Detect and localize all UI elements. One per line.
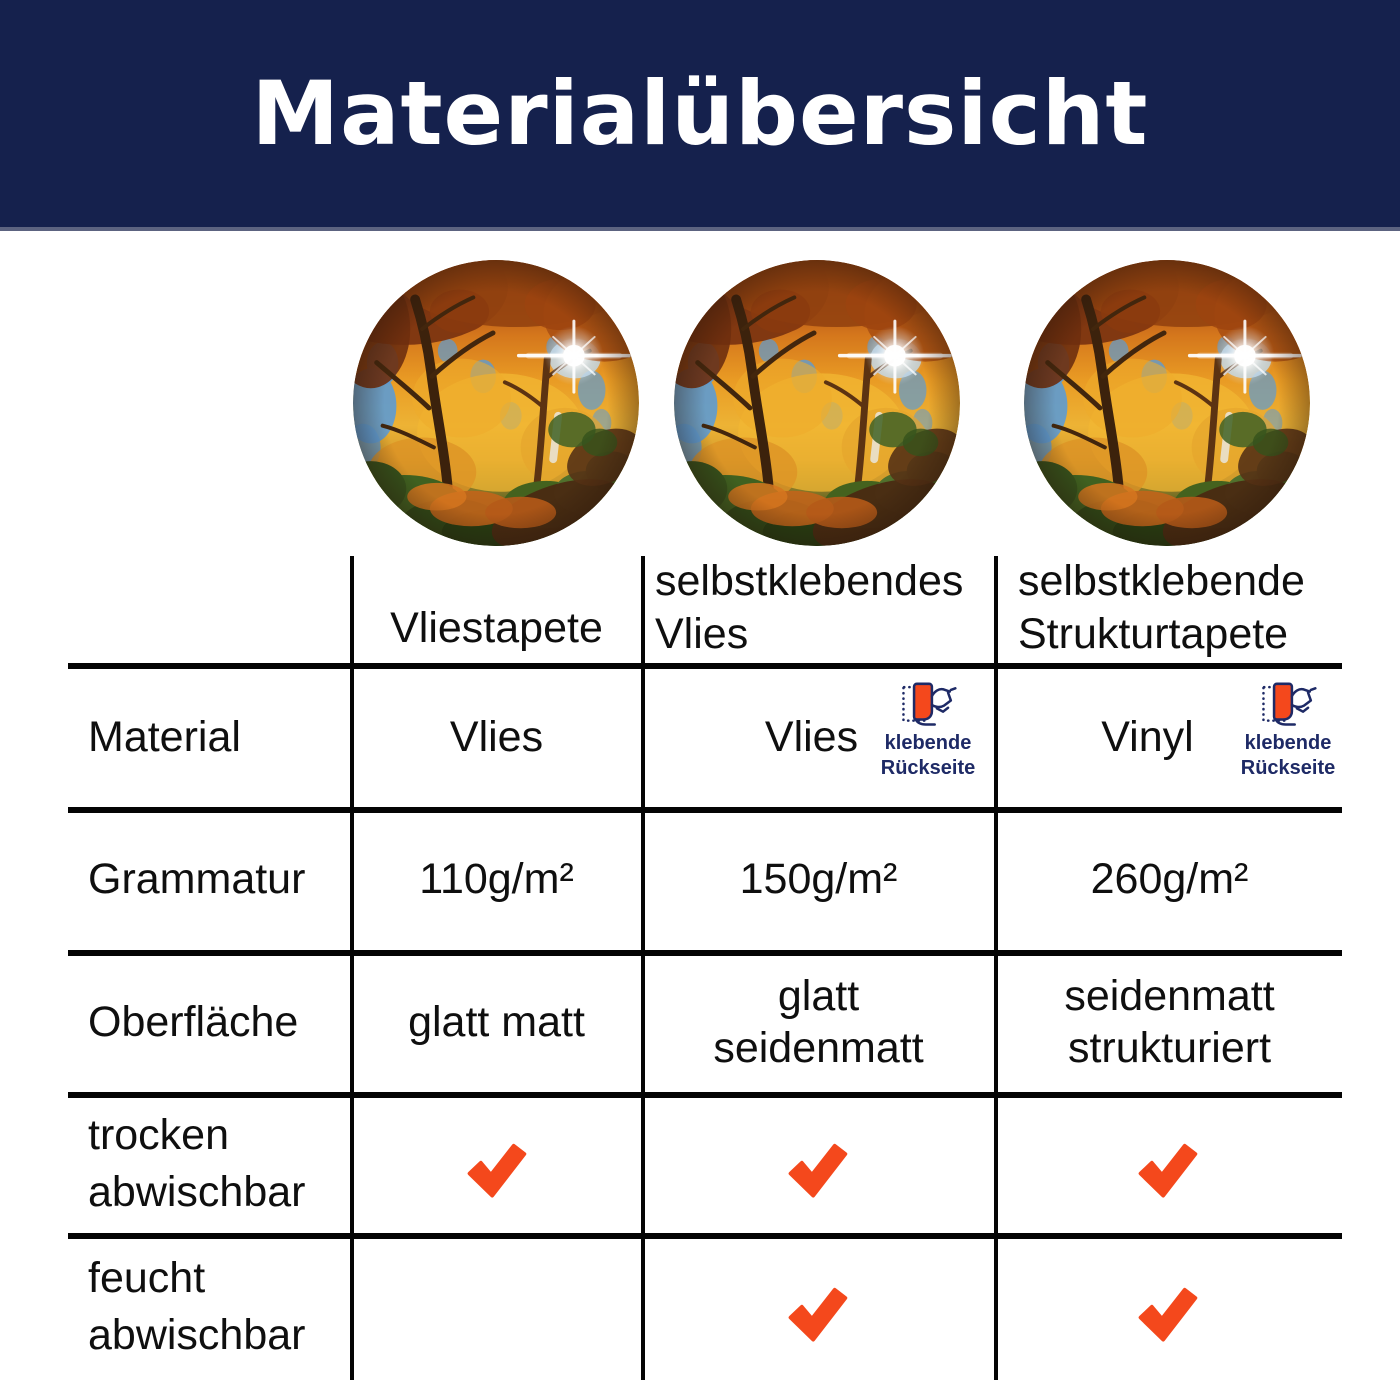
column-header-selbstklebendes-vlies: selbstklebendes Vlies [655,557,964,658]
cell-material-col1: Vlies [449,713,544,761]
cell-grammatur-col3: 260g/m² [1090,855,1249,903]
cell-oberflaeche-col2: glatt seidenmatt [713,971,924,1072]
adhesive-backside-label: klebende [1244,732,1332,754]
product-image-selbstklebende-strukturtapete [1024,260,1310,546]
cell-material-col3: Vinyl [1101,713,1194,761]
row-label-grammatur: Grammatur [88,855,306,903]
cell-grammatur-col1: 110g/m² [419,855,574,903]
column-header-vliestapete: Vliestapete [390,604,603,652]
cell-oberflaeche-col3: seidenmatt strukturiert [1064,971,1275,1072]
row-label-trocken-abwischbar: trocken abwischbar [88,1110,306,1216]
row-label-oberflaeche: Oberfläche [88,997,299,1046]
check-icon-trocken-col3 [1134,1142,1200,1200]
row-label-material: Material [88,713,241,761]
check-icon-trocken-col2 [784,1142,850,1200]
adhesive-backside-label: Rückseite [1240,757,1336,779]
adhesive-backside-badge-col3 [1236,679,1340,781]
grid-line-h5 [68,1233,1342,1239]
grid-line-h4 [68,1092,1342,1098]
adhesive-backside-icon [1259,679,1317,731]
cell-oberflaeche-col1: glatt matt [408,997,585,1046]
adhesive-backside-label: klebende [884,732,972,754]
cell-material-col2: Vlies [764,713,859,761]
row-label-feucht-abwischbar: feucht abwischbar [88,1254,306,1359]
cell-grammatur-col2: 150g/m² [739,855,898,903]
page-title: Materialübersicht [251,62,1149,165]
check-icon-trocken-col1 [463,1142,529,1200]
product-image-selbstklebendes-vlies [674,260,960,546]
product-image-vliestapete [353,260,639,546]
check-icon-feucht-col2 [784,1286,850,1344]
column-header-selbstklebende-strukturtapete: selbstklebende Strukturtapete [1018,557,1305,658]
header-banner [0,0,1400,231]
adhesive-backside-badge-col2 [876,679,980,781]
adhesive-backside-label: Rückseite [880,757,976,779]
check-icon-feucht-col3 [1134,1286,1200,1344]
adhesive-backside-icon [899,679,957,731]
